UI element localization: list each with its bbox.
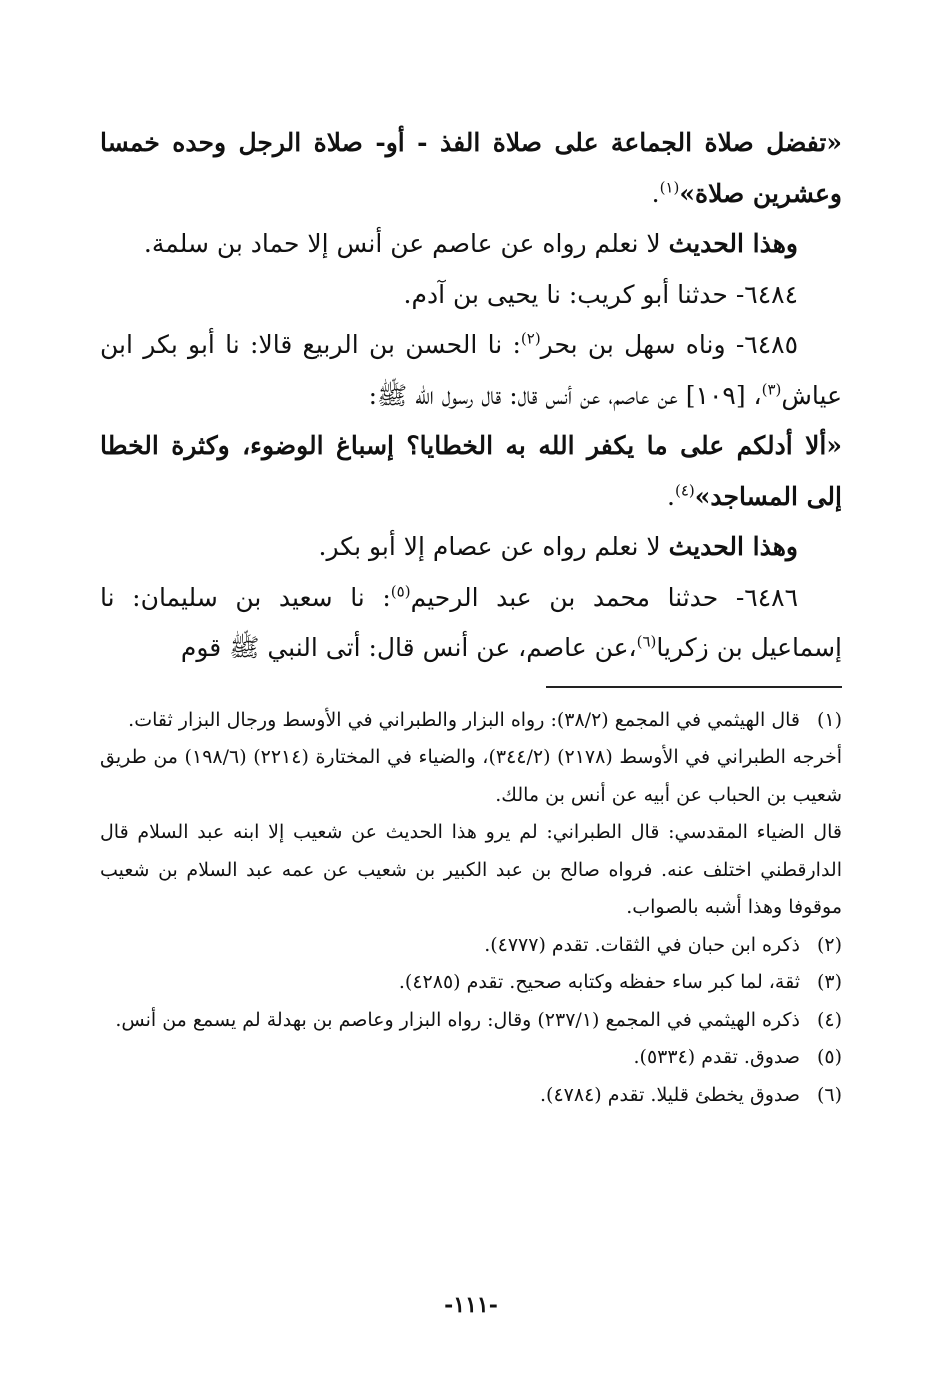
commentary-lead: وهذا الحديث <box>668 229 798 258</box>
footnote-ref-1[interactable]: (١) <box>659 178 680 197</box>
footnote-text: ذكره الهيثمي في المجمع (٢٣٧/١) وقال: رواه البزار وعاصم بن بهدلة لم يسمع من أنس. <box>115 1008 800 1031</box>
footnote-6 <box>100 1077 842 1115</box>
footnote-1 <box>100 702 842 740</box>
page-number: -١١١- <box>444 1292 498 1318</box>
book-page <box>100 118 842 1348</box>
footnote-divider <box>546 686 842 688</box>
chain-6485 <box>100 320 842 421</box>
footnote-number: (٦) <box>816 1083 842 1106</box>
chain-6484 <box>100 270 842 321</box>
footnote-3 <box>100 964 842 1002</box>
footnote-text: قال الهيثمي في المجمع (٣٨/٢): رواه البزار والطبراني في الأوسط ورجال البزار ثقات. <box>128 708 800 731</box>
main-text <box>100 118 842 674</box>
footnote-ref-5[interactable]: (٥) <box>390 582 411 601</box>
footnote-2 <box>100 927 842 965</box>
chain-text-b: : نا الحسن بن الربيع قالا: نا أبو بكر ابن عياش <box>100 330 842 410</box>
footnote-text: ذكره ابن حبان في الثقات. تقدم (٤٧٧٧). <box>484 933 800 956</box>
footnote-ref-2[interactable]: (٢) <box>520 329 541 348</box>
chain-text-a: ٦٤٨٥- وناه سهل بن بحر <box>540 330 799 359</box>
hadith-quote: «ألا أدلكم على ما يكفر الله به الخطايا؟ إسباغ الوضوء، وكثرة الخطا إلى المساجد» <box>100 431 842 511</box>
footnote-text: قال الضياء المقدسي: قال الطبراني: لم يرو هذا الحديث عن شعيب إلا ابنه عبد السلام قال الدارقطني اختلف عنه. فرواه صالح بن عبد الكبير بن شعيب عن عمه عبد السلام بن شعيب موقوفا وهذا أشبه بالصواب. <box>100 821 842 918</box>
commentary-text: لا نعلم رواه عن عصام إلا أبو بكر. <box>318 532 669 561</box>
footnote-1-extra-2 <box>100 814 842 927</box>
hadith-text-end: . <box>667 481 675 511</box>
footnote-number: (٥) <box>816 1046 842 1068</box>
hadith-text-1 <box>100 118 842 219</box>
footnote-number: (٣) <box>816 971 842 993</box>
footnotes <box>100 702 842 1115</box>
footnote-ref-4[interactable]: (٤) <box>674 481 695 500</box>
footnote-number: (٤) <box>816 1008 842 1031</box>
footnote-text: أخرجه الطبراني في الأوسط (٢١٧٨) (٣٤٤/٢)، والضياء في المختارة (٢٢١٤) (١٩٨/٦) من طريق شعيب بن الحباب عن أبيه عن أنس بن مالك. <box>100 746 842 806</box>
footnote-number: (١) <box>816 708 842 731</box>
footnote-text: صدوق يخطئ قليلا. تقدم (٤٧٨٤). <box>540 1083 800 1106</box>
commentary-lead: وهذا الحديث <box>668 532 798 561</box>
chain-text-b: : نا سعيد بن سليمان: نا إسماعيل بن زكريا <box>100 582 842 662</box>
hadith-quote: «تفضل صلاة الجماعة على صلاة الفذ - أو- صلاة الرجل وحده خمسا وعشرين صلاة» <box>100 128 842 208</box>
commentary-2 <box>100 522 842 573</box>
footnote-text: صدوق. تقدم (٥٣٣٤). <box>633 1046 800 1068</box>
chain-text-c: ،عن عاصم، عن أنس قال: أتى النبي ﷺ قوم <box>180 633 637 662</box>
chain-6486 <box>100 573 842 674</box>
hadith-text-end: . <box>651 178 660 208</box>
commentary-text: لا نعلم رواه عن عاصم عن أنس إلا حماد بن سلمة. <box>143 229 669 258</box>
footnote-1-extra-1 <box>100 739 842 814</box>
footnote-4 <box>100 1002 842 1040</box>
chain-text-a: ٦٤٨٦- حدثنا محمد بن عبد الرحيم <box>410 582 799 612</box>
footnote-ref-6[interactable]: (٦) <box>636 632 657 651</box>
footnote-5 <box>100 1039 842 1077</box>
footnote-ref-3[interactable]: (٣) <box>761 380 782 399</box>
chain-text-c: ، [١٠٩] عن عاصم، عن أنس قال: قال رسول الله ﷺ: <box>368 380 762 410</box>
footnote-number: (٢) <box>816 933 842 956</box>
commentary-1 <box>100 219 842 270</box>
chain-text: ٦٤٨٤- حدثنا أبو كريب: نا يحيى بن آدم. <box>403 279 798 309</box>
footnote-text: ثقة، لما كبر ساء حفظه وكتابه صحيح. تقدم (٤٢٨٥). <box>398 971 800 993</box>
hadith-text-2 <box>100 421 842 522</box>
